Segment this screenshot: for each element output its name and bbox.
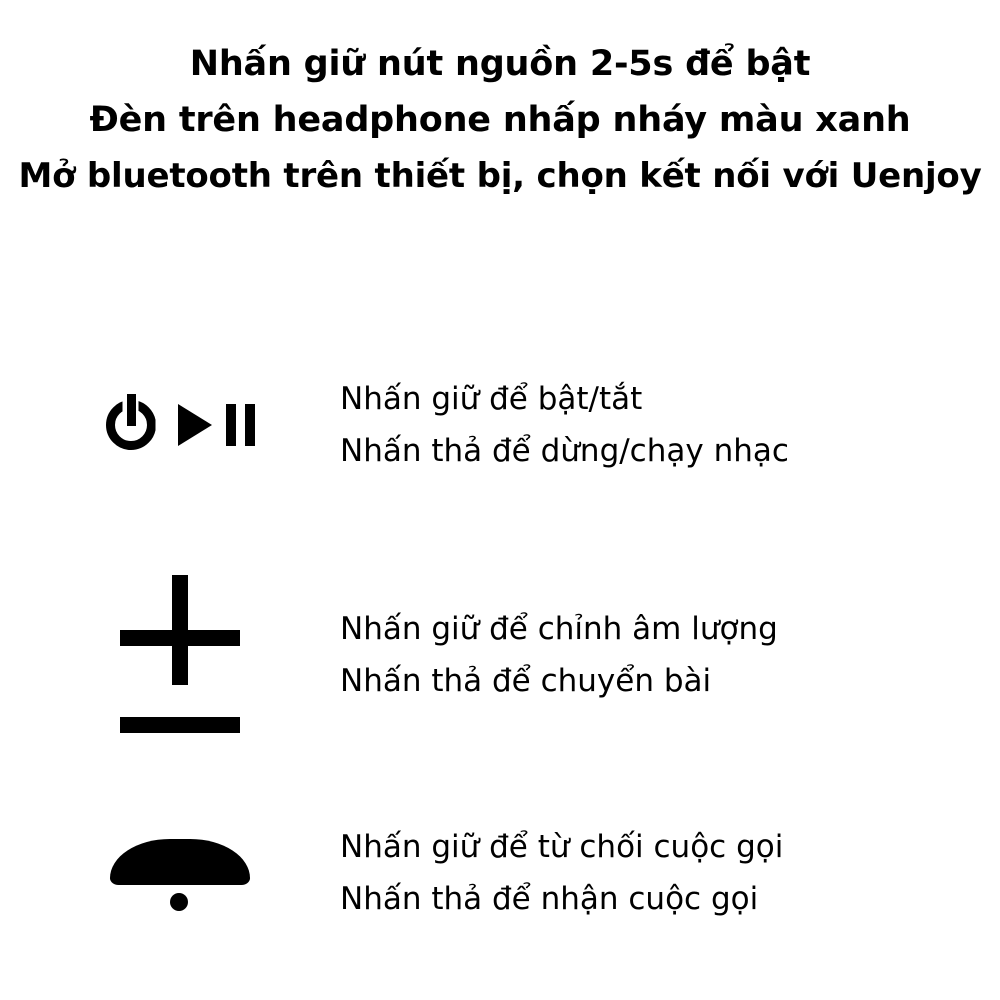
header-line-3: Mở bluetooth trên thiết bị, chọn kết nối với Uenjoy [18, 156, 982, 196]
minus-bar [120, 717, 240, 733]
row-text-line-2: Nhấn thả để chuyển bài [340, 663, 712, 699]
text-cell [340, 821, 1000, 925]
row-text-line-1: Nhấn giữ để bật/tắt [340, 381, 643, 417]
power-playpause-icon [106, 394, 255, 456]
row-text-line-2: Nhấn thả để dừng/chạy nhạc [340, 433, 789, 469]
pause-bar-right [245, 404, 255, 446]
phone-handset-body [110, 839, 250, 885]
header-line-2: Đèn trên headphone nhấp nháy màu xanh [89, 100, 911, 140]
header-line-1: Nhấn giữ nút nguồn 2-5s để bật [189, 44, 811, 84]
icon-cell [0, 788, 340, 958]
play-icon [178, 404, 212, 446]
text-cell [340, 373, 1000, 477]
row-text-line-1: Nhấn giữ để chỉnh âm lượng [340, 611, 778, 647]
pause-icon [226, 404, 255, 446]
pause-bar-left [226, 404, 236, 446]
plus-horizontal-bar [120, 630, 240, 646]
instruction-row [0, 340, 1000, 510]
icon-cell [0, 570, 340, 740]
phone-handset-dot [170, 893, 188, 911]
instruction-row [0, 570, 1000, 740]
instruction-rows [0, 330, 1000, 958]
text-cell [340, 603, 1000, 707]
row-text-line-2: Nhấn thả để nhận cuộc gọi [340, 881, 759, 917]
power-stem [127, 394, 136, 426]
instruction-row [0, 788, 1000, 958]
header-block [0, 36, 1000, 204]
icon-cell [0, 340, 340, 510]
phone-handset-icon [110, 833, 250, 913]
power-icon [106, 394, 168, 456]
row-text-line-1: Nhấn giữ để từ chối cuộc gọi [340, 829, 784, 865]
volume-plus-minus-icon [120, 575, 240, 735]
